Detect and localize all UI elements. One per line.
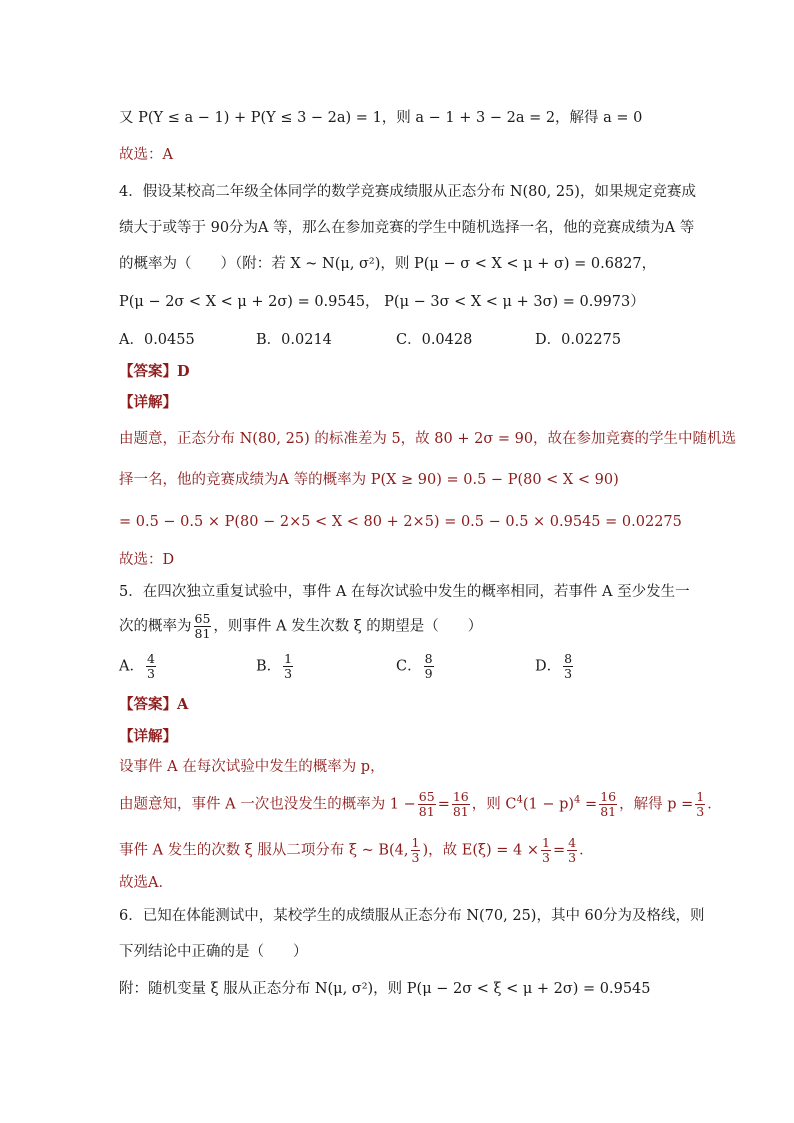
period: ． bbox=[707, 796, 722, 813]
fraction-16-81 bbox=[452, 790, 470, 819]
q5-s2-pre: 由题意知，事件 A 一次也没发生的概率为 1 − bbox=[119, 796, 416, 813]
frac-denominator: 3 bbox=[568, 850, 577, 865]
frac-denominator: 3 bbox=[411, 850, 420, 865]
q5-option-a bbox=[119, 652, 158, 681]
q5-option-c bbox=[396, 652, 436, 681]
fraction-65-81 bbox=[418, 790, 436, 819]
frac-numerator: 1 bbox=[696, 789, 705, 804]
q5-solution-line-1: 设事件 A 在每次试验中发生的概率为 p， bbox=[119, 759, 385, 775]
q4-option-b: B．0.0214 bbox=[256, 332, 332, 348]
fraction-1-3 bbox=[695, 790, 705, 819]
q5-s3-pre: 事件 A 发生的次数 ξ 服从二项分布 ξ ~ B bbox=[119, 842, 390, 859]
q4-answer-pick: 故选：D bbox=[119, 552, 175, 568]
frac-numerator: 16 bbox=[600, 789, 617, 804]
frac-numerator: 1 bbox=[284, 651, 293, 666]
q5-fraction-65-81 bbox=[194, 612, 212, 641]
question-4-line-3: 的概率为（ ）（附：若 X ~ N(μ, σ²)，则 P(μ − σ < X < μ + σ) = 0.6827， bbox=[119, 256, 657, 272]
q4-solution-line-1: 由题意，正态分布 N(80, 25) 的标准差为 5，故 80 + 2σ = 90，故在参加竞赛的学生中随机选 bbox=[119, 431, 737, 447]
q4-detail-heading: 【详解】 bbox=[119, 394, 177, 411]
frac-denominator: 3 bbox=[542, 850, 550, 865]
q5-s2-solve: ，解得 p = bbox=[619, 796, 694, 813]
question-6-line-2: 下列结论中正确的是（ ） bbox=[119, 944, 308, 960]
q4-option-a: A．0.0455 bbox=[119, 332, 195, 348]
fraction-4-3 bbox=[567, 836, 577, 865]
frac-denominator: 3 bbox=[146, 666, 155, 681]
q5-solution-line-2 bbox=[119, 790, 722, 819]
frac-denominator: 81 bbox=[452, 804, 469, 819]
q5-solution-line-3 bbox=[119, 836, 594, 865]
q5-s3-mid: ，故 E(ξ) = 4 × bbox=[428, 842, 539, 859]
combination-symbol: ，则 C bbox=[471, 796, 517, 813]
equals-sign: = bbox=[437, 796, 450, 813]
option-label: D． bbox=[535, 658, 562, 675]
question-4-line-2: 绩大于或等于 90分为A 等，那么在参加竞赛的学生中随机选择一名，他的竞赛成绩为A 等 bbox=[119, 220, 695, 236]
period: ． bbox=[579, 842, 594, 859]
combination-superscript: 4 bbox=[516, 794, 523, 806]
question-4-line-4: P(μ − 2σ < X < μ + 2σ) = 0.9545， P(μ − 3σ < X < μ + 3σ) = 0.9973） bbox=[119, 294, 645, 310]
frac-denominator: 81 bbox=[194, 626, 211, 641]
option-fraction bbox=[563, 652, 573, 681]
option-fraction bbox=[424, 652, 434, 681]
frac-denominator: 3 bbox=[564, 666, 573, 681]
frac-denominator: 3 bbox=[696, 804, 705, 819]
option-fraction bbox=[283, 652, 293, 681]
answer-pick-3: 故选：A bbox=[119, 147, 173, 163]
question-5-line-1: 5．在四次独立重复试验中，事件 A 在每次试验中发生的概率相同，若事件 A 至少发生一 bbox=[119, 584, 690, 600]
question-6-line-1: 6．已知在体能测试中，某校学生的成绩服从正态分布 N(70, 25)，其中 60分为及格线，则 bbox=[119, 908, 705, 924]
q4-option-d: D．0.02275 bbox=[535, 332, 622, 348]
q5-detail-heading: 【详解】 bbox=[119, 728, 177, 745]
q4-answer: 【答案】D bbox=[119, 363, 190, 380]
frac-numerator: 65 bbox=[418, 789, 435, 804]
q5-option-d bbox=[535, 652, 575, 681]
frac-denominator: 81 bbox=[600, 804, 617, 819]
frac-denominator: 81 bbox=[418, 804, 435, 819]
q5-s2-term: (1 − p) bbox=[522, 796, 575, 813]
equals-sign: = bbox=[580, 796, 598, 813]
frac-numerator: 8 bbox=[424, 651, 433, 666]
frac-numerator: 4 bbox=[146, 651, 155, 666]
frac-numerator: 65 bbox=[194, 611, 211, 626]
option-fraction bbox=[146, 652, 156, 681]
q5-text-post: ，则事件 A 发生次数 ξ 的期望是（ ） bbox=[213, 618, 483, 635]
frac-numerator: 16 bbox=[452, 789, 469, 804]
option-label: B． bbox=[256, 658, 282, 675]
q5-answer: 【答案】A bbox=[119, 696, 189, 713]
question-6-note: 附：随机变量 ξ 服从正态分布 N(μ, σ²)，则 P(μ − 2σ < ξ < μ + 2σ) = 0.9545 bbox=[119, 981, 651, 997]
power-exponent: 4 bbox=[574, 794, 581, 806]
frac-numerator: 1 bbox=[411, 835, 420, 850]
q5-option-b bbox=[256, 652, 295, 681]
q4-solution-line-2: 择一名，他的竞赛成绩为A 等的概率为 P(X ≥ 90) = 0.5 − P(80 < X < 90) bbox=[119, 472, 619, 488]
frac-denominator: 9 bbox=[424, 666, 433, 681]
frac-denominator: 3 bbox=[284, 666, 293, 681]
binomial-open: (4, bbox=[389, 842, 409, 859]
frac-numerator: 1 bbox=[542, 835, 550, 850]
q5-text-pre: 次的概率为 bbox=[119, 618, 192, 635]
question-4-line-1: 4．假设某校高二年级全体同学的数学竞赛成绩服从正态分布 N(80, 25)，如果规定竞赛成 bbox=[119, 184, 696, 200]
equals-sign: = bbox=[552, 842, 566, 859]
frac-numerator: 4 bbox=[568, 835, 577, 850]
option-label: A． bbox=[119, 658, 144, 675]
option-label: C． bbox=[396, 658, 422, 675]
solution-line-a: 又 P(Y ≤ a − 1) + P(Y ≤ 3 − 2a) = 1，则 a − 1 + 3 − 2a = 2，解得 a = 0 bbox=[119, 110, 643, 126]
binomial-close: ) bbox=[422, 842, 429, 859]
fraction-16-81 bbox=[599, 790, 617, 819]
q4-option-c: C．0.0428 bbox=[396, 332, 473, 348]
q5-answer-pick: 故选A． bbox=[119, 875, 173, 891]
fraction-1-3 bbox=[541, 836, 551, 865]
question-5-line-2 bbox=[119, 612, 482, 641]
fraction-1-3 bbox=[411, 836, 421, 865]
frac-numerator: 8 bbox=[564, 651, 573, 666]
q4-solution-line-3: = 0.5 − 0.5 × P(80 − 2×5 < X < 80 + 2×5) = 0.5 − 0.5 × 0.9545 = 0.02275 bbox=[119, 514, 682, 530]
